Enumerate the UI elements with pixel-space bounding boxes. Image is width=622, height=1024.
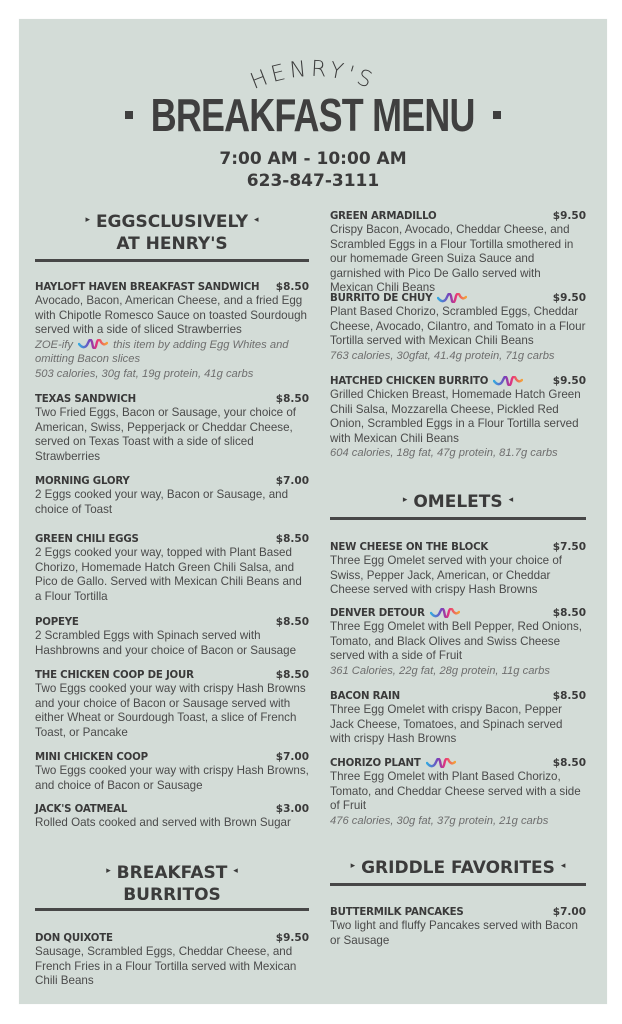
item-description: Three Egg Omelet with Plant Based Chorizo, Tomato, and Cheddar Cheese served with a side of Fruit	[330, 770, 581, 813]
triangle-right-icon: ▸	[350, 861, 356, 871]
item-description: Three Egg Omelet with crispy Bacon, Pepper Jack Cheese, Tomatoes, and Spinach served with crispy Hash Browns	[330, 703, 563, 746]
section-divider	[330, 883, 586, 886]
section-title-line: OMELETS	[413, 492, 503, 512]
menu-item	[330, 690, 586, 747]
title-bullet-left-icon	[125, 111, 133, 119]
item-price: $8.50	[275, 281, 309, 293]
item-price: $8.50	[552, 607, 586, 619]
item-price: $7.00	[552, 906, 586, 918]
menu-item	[35, 616, 309, 658]
item-price: $7.50	[552, 541, 586, 553]
item-nutrition: 503 calories, 30g fat, 19g protein, 41g carbs	[35, 367, 254, 380]
zoe-note	[35, 338, 309, 367]
item-name: POPEYE	[35, 616, 79, 628]
menu-item	[35, 751, 309, 793]
menu-header	[19, 19, 607, 209]
item-name-with-icon	[330, 293, 467, 304]
item-nutrition: 476 calories, 30g fat, 37g protein, 21g carbs	[330, 814, 549, 827]
item-name: BUTTERMILK PANCAKES	[330, 906, 464, 918]
section-title-eggsclusively	[35, 211, 309, 255]
item-description: Rolled Oats cooked and served with Brown Sugar	[35, 816, 291, 829]
zoe-wave-icon	[430, 608, 460, 618]
menu-item	[35, 281, 309, 382]
zoe-wave-icon	[78, 339, 108, 349]
item-nutrition: 763 calories, 30gfat, 41.4g protein, 71g carbs	[330, 349, 555, 362]
item-name: TEXAS SANDWICH	[35, 393, 136, 405]
item-description: Three Egg Omelet served with your choice of Swiss, Pepper Jack, American, or Cheddar Cheese served with crispy Hash Browns	[330, 554, 562, 597]
item-name: NEW CHEESE ON THE BLOCK	[330, 541, 489, 553]
item-description: Sausage, Scrambled Eggs, Cheddar Cheese, and French Fries in a Flour Tortilla served with Mexican Chili Beans	[35, 945, 297, 988]
item-name: HATCHED CHICKEN BURRITO	[330, 375, 489, 387]
item-description: 2 Eggs cooked your way, topped with Plant Based Chorizo, Homemade Hatch Green Chili Salsa, and Pico de Gallo. Served with Mexican Chili Beans and a Flour Tortilla	[35, 546, 302, 603]
triangle-left-icon: ◂	[233, 866, 238, 876]
triangle-right-icon: ▸	[402, 495, 408, 505]
item-name-with-icon	[330, 608, 460, 619]
item-description: Crispy Bacon, Avocado, Cheddar Cheese, and Scrambled Eggs in a Flour Tortilla smothered in our homemade Green Suiza Sauce and garnished with Pico De Gallo served with Mexican Chili Beans	[330, 223, 574, 295]
menu-item	[35, 475, 309, 517]
section-title-line: GRIDDLE FAVORITES	[361, 858, 555, 878]
menu-item	[330, 757, 586, 828]
item-name: GREEN ARMADILLO	[330, 210, 437, 222]
title-bullet-right-icon	[493, 111, 501, 119]
item-name-with-icon	[330, 758, 456, 769]
item-name: DENVER DETOUR	[330, 607, 425, 619]
triangle-right-icon: ▸	[106, 866, 111, 876]
item-description: Two Eggs cooked your way with crispy Hash Browns and your choice of Bacon or Sausage served with either Wheat or Sourdough Toast, a slice of French Toast, or Pancake	[35, 682, 306, 739]
menu-item	[35, 533, 309, 604]
phone-number[interactable]: 623-847-3111	[246, 171, 380, 191]
item-price: $7.00	[275, 475, 309, 487]
item-name: CHORIZO PLANT	[330, 757, 421, 769]
item-price: $7.00	[275, 751, 309, 763]
triangle-left-icon: ◂	[560, 861, 566, 871]
title-row	[19, 87, 607, 143]
opening-hours: 7:00 AM - 10:00 AM	[219, 149, 407, 169]
item-price: $3.00	[275, 803, 309, 815]
menu-item	[330, 541, 586, 598]
zoe-prefix: ZOE-ify	[35, 338, 73, 351]
section-title-line: AT HENRY'S	[116, 234, 228, 254]
item-description: Two Eggs cooked your way with crispy Hash Browns, and choice of Bacon or Sausage	[35, 764, 309, 792]
section-title-line: BURRITOS	[123, 885, 221, 905]
item-price: $9.50	[552, 210, 586, 222]
menu-item	[330, 292, 586, 363]
menu-item	[35, 669, 309, 740]
item-name: BACON RAIN	[330, 690, 400, 702]
item-name-with-icon	[330, 376, 523, 387]
brand-name: HENRY'S	[246, 56, 380, 95]
item-description: Plant Based Chorizo, Scrambled Eggs, Cheddar Cheese, Avocado, Cilantro, and Tomato in a Flour Tortilla served with Mexican Chili Beans	[330, 305, 586, 348]
zoe-wave-icon	[426, 758, 456, 768]
section-title-omelets	[330, 491, 586, 513]
item-price: $9.50	[552, 375, 586, 387]
menu-item	[35, 803, 309, 831]
item-price: $8.50	[275, 533, 309, 545]
item-description: 2 Scrambled Eggs with Spinach served with Hashbrowns and your choice of Bacon or Sausage	[35, 629, 297, 657]
item-price: $8.50	[275, 616, 309, 628]
item-name: BURRITO DE CHUY	[330, 292, 433, 304]
item-name: JACK'S OATMEAL	[35, 803, 128, 815]
item-price: $8.50	[552, 757, 586, 769]
item-name: DON QUIXOTE	[35, 932, 113, 944]
section-divider	[330, 517, 586, 520]
item-price: $8.50	[275, 393, 309, 405]
item-name: HAYLOFT HAVEN BREAKFAST SANDWICH	[35, 281, 260, 293]
zoe-wave-icon	[493, 376, 523, 386]
item-price: $8.50	[552, 690, 586, 702]
triangle-left-icon: ◂	[253, 215, 259, 225]
item-nutrition: 604 calories, 18g fat, 47g protein, 81.7g carbs	[330, 447, 558, 460]
item-description: 2 Eggs cooked your way, Bacon or Sausage, and choice of Toast	[35, 488, 289, 516]
item-description: Avocado, Bacon, American Cheese, and a fried Egg with Chipotle Romesco Sauce on toasted Sourdough served with a side of sliced Strawberries	[35, 294, 307, 337]
item-description: Two light and fluffy Pancakes served with Bacon or Sausage	[330, 919, 578, 947]
section-title-griddle	[330, 857, 586, 879]
item-name: MORNING GLORY	[35, 475, 130, 487]
triangle-left-icon: ◂	[508, 495, 514, 505]
menu-item	[35, 393, 309, 464]
section-divider	[35, 908, 309, 911]
section-title-line: EGGSCLUSIVELY	[95, 212, 249, 232]
menu-panel	[19, 19, 607, 1004]
item-description: Grilled Chicken Breast, Homemade Hatch Green Chili Salsa, Mozzarella Cheese, Pickled Red Onion, Scrambled Eggs in a Flour Tortilla served with Mexican Chili Beans	[330, 388, 581, 445]
page-title: BREAKFAST MENU	[151, 89, 475, 141]
menu-item	[330, 906, 586, 948]
item-price: $8.50	[275, 669, 309, 681]
menu-item	[330, 375, 586, 461]
item-price: $9.50	[552, 292, 586, 304]
section-divider	[35, 259, 309, 262]
menu-item	[35, 932, 309, 989]
section-title-burritos	[35, 862, 309, 906]
item-price: $9.50	[275, 932, 309, 944]
zoe-suffix: this item by adding Egg Whites and omitting Bacon slices	[35, 338, 289, 366]
item-name: THE CHICKEN COOP DE JOUR	[35, 669, 194, 681]
item-nutrition: 361 Calories, 22g fat, 28g protein, 11g carbs	[330, 664, 550, 677]
menu-item	[330, 210, 586, 296]
item-description: Three Egg Omelet with Bell Pepper, Red Onions, Tomato, and Black Olives and Swiss Cheese served with a side of Fruit	[330, 620, 582, 663]
triangle-right-icon: ▸	[85, 215, 91, 225]
item-name: GREEN CHILI EGGS	[35, 533, 139, 545]
item-description: Two Fried Eggs, Bacon or Sausage, your choice of American, Swiss, Pepperjack or Cheddar Cheese, served on Texas Toast with a side of sliced Strawberries	[35, 406, 297, 463]
zoe-wave-icon	[437, 293, 467, 303]
item-name: MINI CHICKEN COOP	[35, 751, 148, 763]
section-title-line: BREAKFAST	[116, 863, 228, 883]
menu-item	[330, 607, 586, 678]
